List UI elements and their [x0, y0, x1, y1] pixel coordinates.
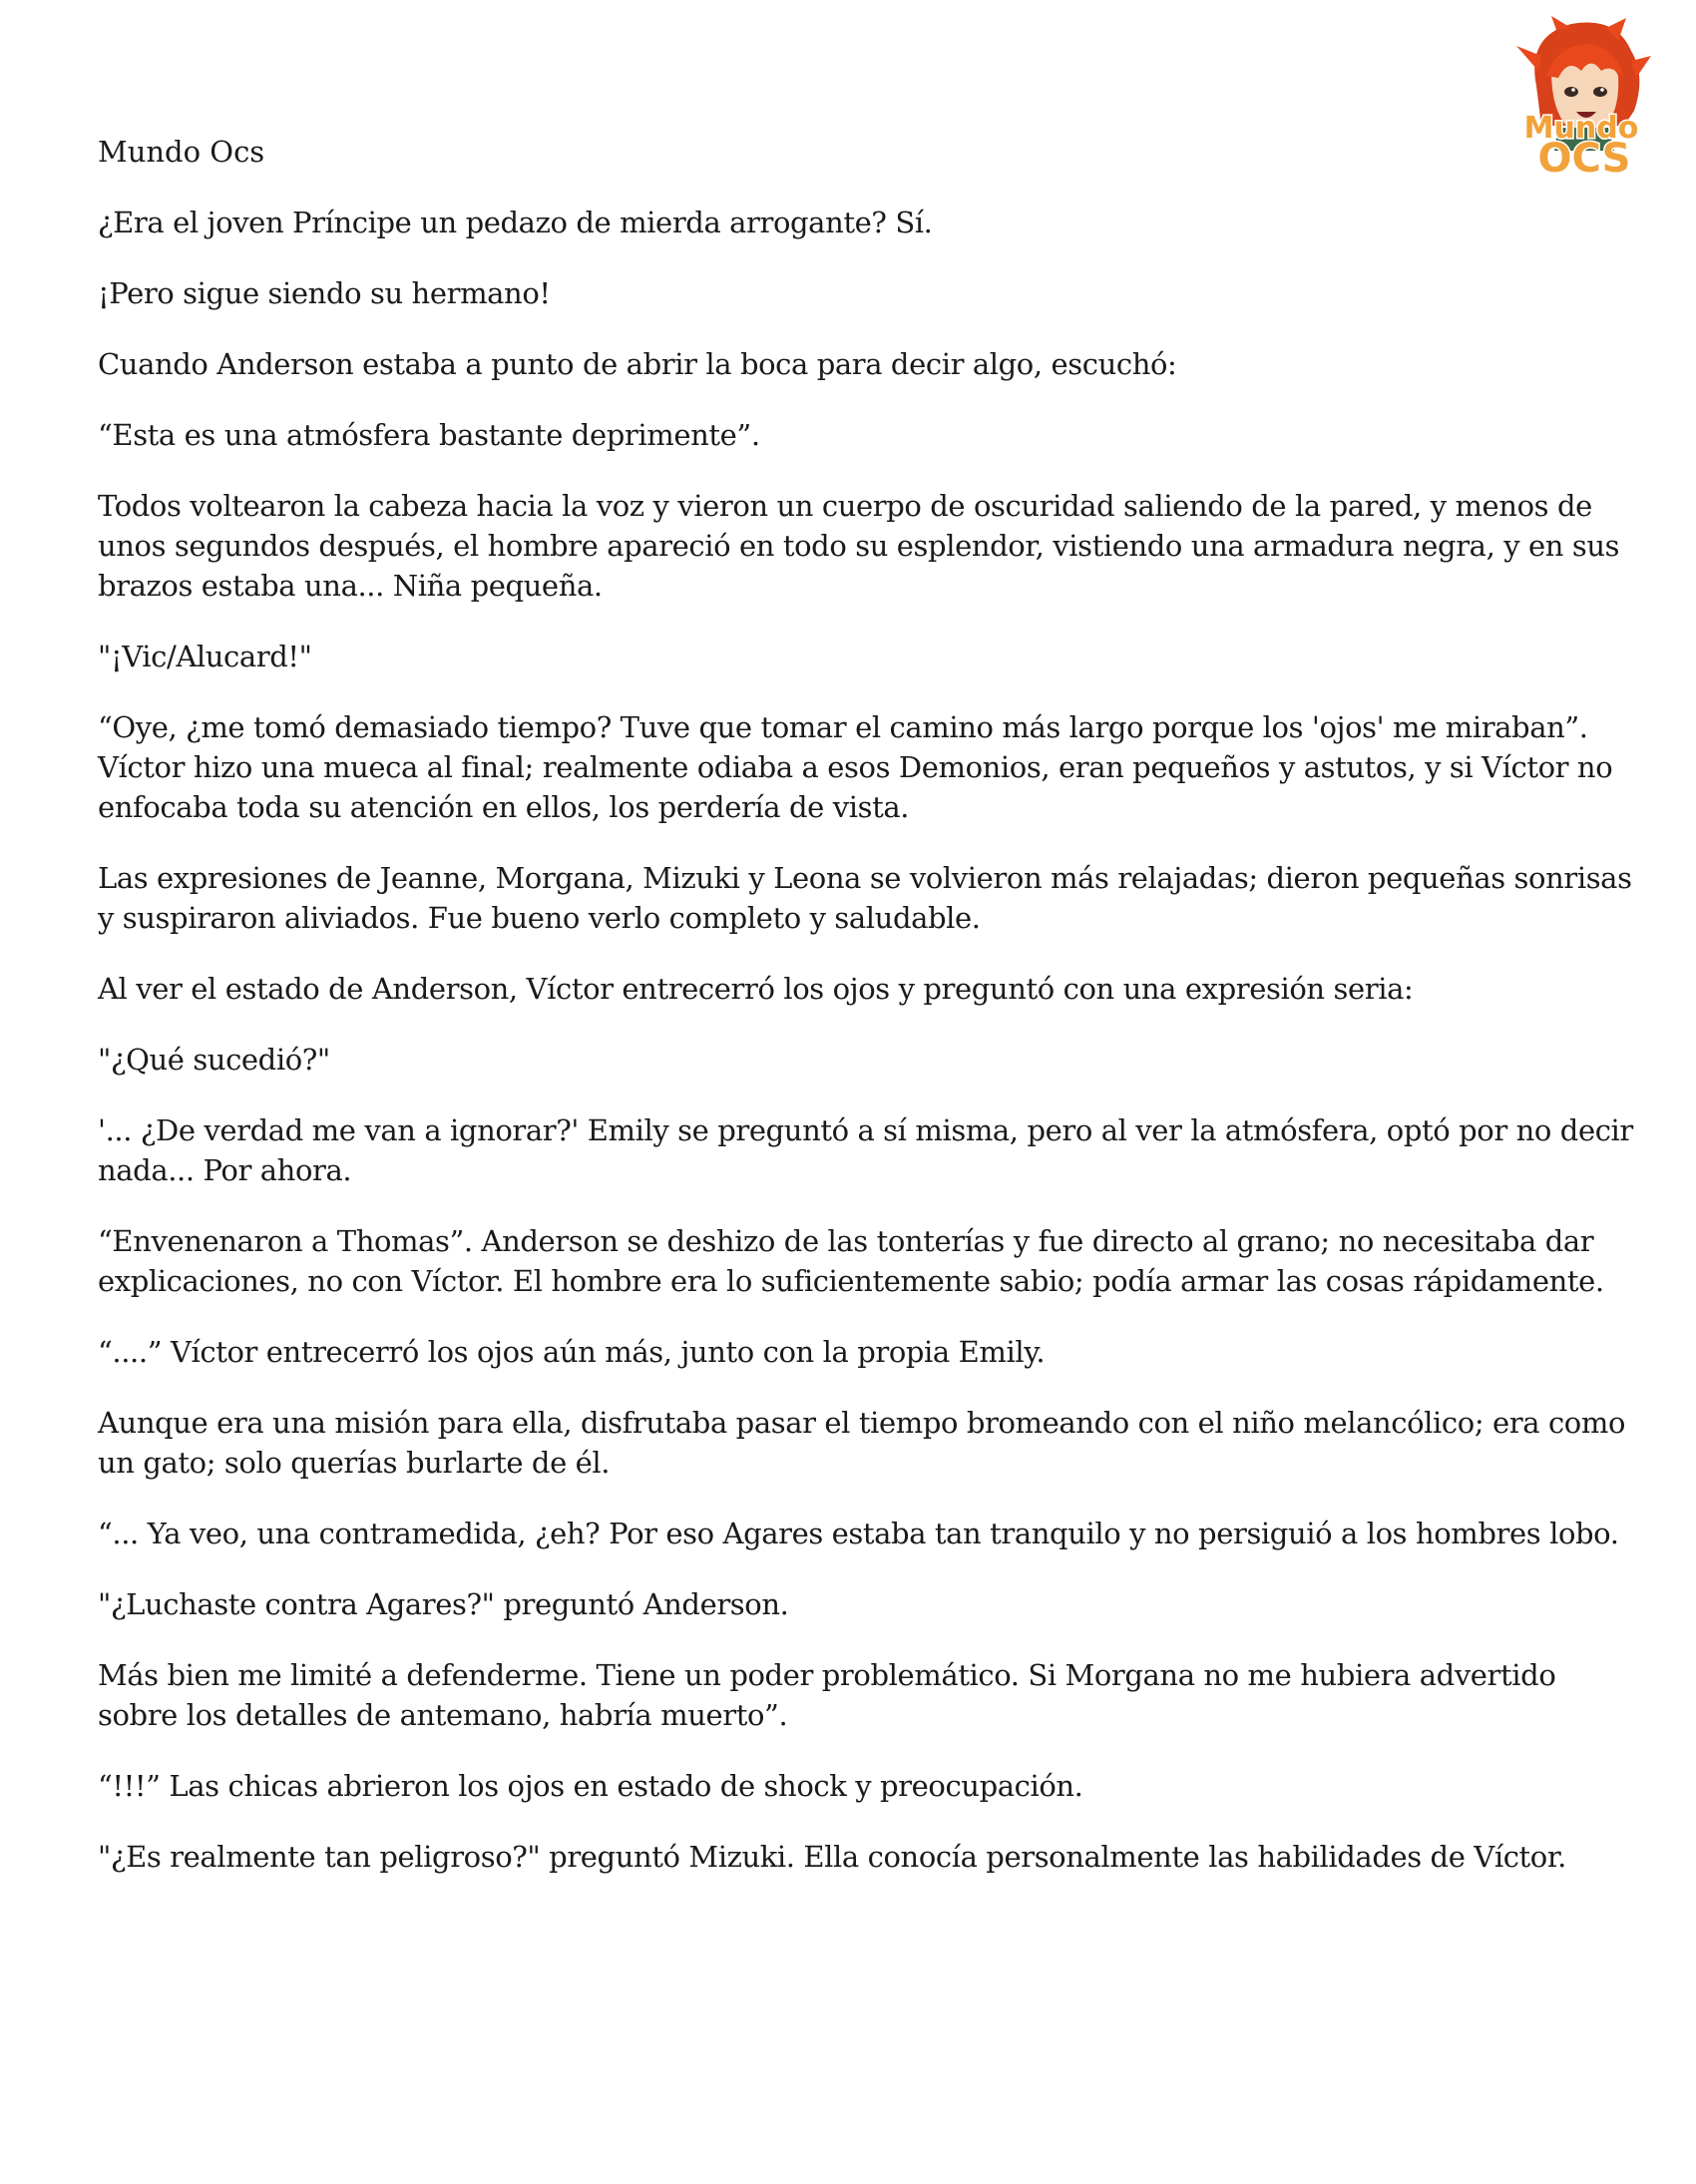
- paragraph: “... Ya veo, una contramedida, ¿eh? Por eso Agares estaba tan tranquilo y no persiguió a los hombres lobo.: [98, 1517, 1619, 1550]
- paragraph: Aunque era una misión para ella, disfrutaba pasar el tiempo bromeando con el niño melancólico; era como un gato; solo querías burlarte de él.: [98, 1406, 1626, 1480]
- site-name: Mundo Ocs: [98, 135, 265, 169]
- document-body: [98, 132, 1634, 1908]
- paragraph: Cuando Anderson estaba a punto de abrir la boca para decir algo, escuchó:: [98, 347, 1177, 381]
- paragraph: "¿Qué sucedió?": [98, 1043, 330, 1077]
- paragraph: “Oye, ¿me tomó demasiado tiempo? Tuve que tomar el camino más largo porque los 'ojos' me miraban”. Víctor hizo una mueca al final; realmente odiaba a esos Demonios, eran pequeños y astutos, y si Víctor no enfocaba toda su atención en ellos, los perdería de vista.: [98, 710, 1613, 824]
- paragraph: Al ver el estado de Anderson, Víctor entrecerró los ojos y preguntó con una expresión seria:: [98, 972, 1414, 1006]
- paragraph: '... ¿De verdad me van a ignorar?' Emily se preguntó a sí misma, pero al ver la atmósfera, optó por no decir nada... Por ahora.: [98, 1113, 1633, 1187]
- paragraph: “Envenenaron a Thomas”. Anderson se deshizo de las tonterías y fue directo al grano; no necesitaba dar explicaciones, no con Víctor. El hombre era lo suficientemente sabio; podía armar las cosas rápidamente.: [98, 1224, 1604, 1298]
- paragraph: ¡Pero sigue siendo su hermano!: [98, 276, 551, 310]
- paragraph: Todos voltearon la cabeza hacia la voz y vieron un cuerpo de oscuridad saliendo de la pared, y menos de unos segundos después, el hombre apareció en todo su esplendor, vistiendo una armadura negra, y en sus brazos estaba una... Niña pequeña.: [98, 489, 1620, 603]
- paragraph: “....” Víctor entrecerró los ojos aún más, junto con la propia Emily.: [98, 1335, 1046, 1369]
- svg-text:Mundo: Mundo: [1523, 111, 1639, 146]
- paragraph: "¡Vic/Alucard!": [98, 640, 312, 673]
- paragraph: ¿Era el joven Príncipe un pedazo de mierda arrogante? Sí.: [98, 206, 933, 239]
- paragraph: “Esta es una atmósfera bastante deprimente”.: [98, 418, 760, 452]
- paragraph: Las expresiones de Jeanne, Morgana, Mizuki y Leona se volvieron más relajadas; dieron pequeñas sonrisas y suspiraron aliviados. Fue bueno verlo completo y saludable.: [98, 861, 1632, 935]
- paragraph: Más bien me limité a defenderme. Tiene un poder problemático. Si Morgana no me hubiera advertido sobre los detalles de antemano, habría muerto”.: [98, 1658, 1556, 1732]
- svg-text:OCS: OCS: [1537, 136, 1631, 182]
- paragraph: "¿Es realmente tan peligroso?" preguntó Mizuki. Ella conocía personalmente las habilidades de Víctor.: [98, 1840, 1566, 1874]
- paragraph: "¿Luchaste contra Agares?" preguntó Anderson.: [98, 1587, 789, 1621]
- paragraph: “!!!” Las chicas abrieron los ojos en estado de shock y preocupación.: [98, 1769, 1083, 1803]
